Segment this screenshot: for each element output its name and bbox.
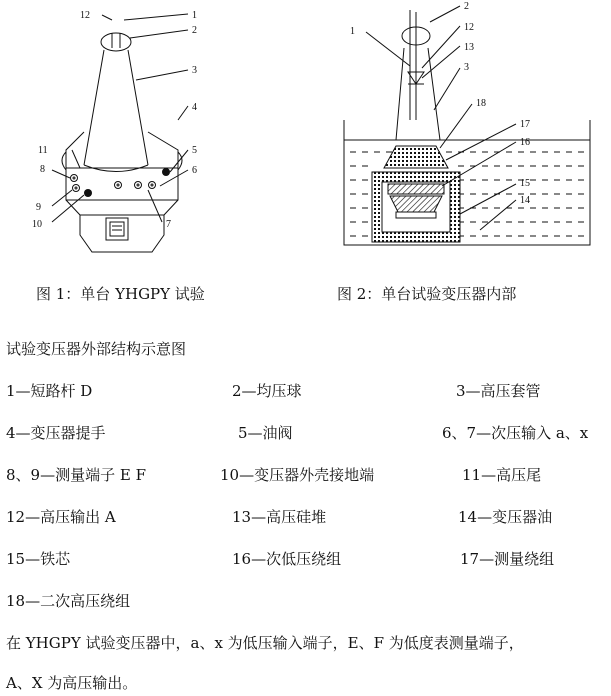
note-line-2: A、X 为高压输出。 (6, 674, 138, 692)
callout-1: 1 (350, 26, 355, 37)
callout-8: 8 (40, 164, 45, 175)
grading-ball-shape (101, 33, 131, 51)
callout-14: 14 (520, 195, 530, 206)
legend-row (6, 590, 611, 614)
legend-item: 18—二次高压绕组 (6, 592, 131, 610)
callout-15: 15 (520, 178, 530, 189)
measuring-winding-shape (390, 196, 442, 212)
legend-row (6, 506, 611, 530)
legend-item: 6、7—次压输入 a、x (442, 424, 589, 442)
oil-valve-dot (162, 168, 170, 176)
tank-shape (66, 132, 178, 252)
legend-item: 16—次低压绕组 (232, 550, 342, 568)
callout-3: 3 (464, 62, 469, 73)
callout-9: 9 (36, 202, 41, 213)
legend-row (6, 422, 611, 446)
legend-item: 17—测量绕组 (460, 550, 555, 568)
legend-item: 10—变压器外壳接地端 (220, 466, 375, 484)
callout-2: 2 (464, 1, 469, 12)
callout-17: 17 (520, 119, 530, 130)
figure-1 (20, 0, 240, 270)
callout-12: 12 (80, 10, 90, 21)
lv-winding-shape (388, 184, 444, 194)
legend-item: 5—油阀 (238, 424, 293, 442)
legend-item: 14—变压器油 (458, 508, 553, 526)
left-handle-shape (62, 152, 66, 170)
callout-6: 6 (192, 165, 197, 176)
callout-13: 13 (464, 42, 474, 53)
legend-item: 4—变压器提手 (6, 424, 106, 442)
figure-1-drawing (20, 0, 240, 270)
callout-5: 5 (192, 145, 197, 156)
legend-item: 11—高压尾 (462, 466, 542, 484)
figure-2-drawing (330, 0, 600, 270)
callout-1: 1 (192, 10, 197, 21)
callout-4: 4 (192, 102, 197, 113)
callout-11: 11 (38, 145, 48, 156)
callout-10: 10 (32, 219, 42, 230)
legend-title: 试验变压器外部结构示意图 (6, 340, 187, 358)
callout-3: 3 (192, 65, 197, 76)
legend-item: 1—短路杆 D (6, 382, 93, 400)
legend-item: 3—高压套管 (456, 382, 541, 400)
callout-18: 18 (476, 98, 486, 109)
bushing-shape (84, 50, 148, 165)
legend-row (6, 380, 611, 404)
legend-item: 12—高压输出 A (6, 508, 116, 526)
legend-row (6, 464, 611, 488)
legend-item: 15—铁芯 (6, 550, 71, 568)
legend-item: 13—高压硅堆 (232, 508, 327, 526)
figure-1-caption: 图 1：单台 YHGPY 试验 (36, 285, 205, 303)
hv-winding-shape (384, 146, 448, 168)
figure-2 (330, 0, 600, 270)
ground-terminal-dot (84, 189, 92, 197)
legend-item: 2—均压球 (232, 382, 302, 400)
legend-row (6, 548, 611, 572)
figure-2-caption: 图 2：单台试验变压器内部 (337, 285, 517, 303)
note-line-1: 在 YHGPY 试验变压器中，a、x 为低压输入端子，E、F 为低度表测量端子， (6, 634, 524, 652)
bushing-shape (396, 48, 440, 140)
callout-12: 12 (464, 22, 474, 33)
callout-7: 7 (166, 219, 171, 230)
callout-2: 2 (192, 25, 197, 36)
legend-item: 8、9—测量端子 E F (6, 466, 146, 484)
callout-16: 16 (520, 137, 530, 148)
